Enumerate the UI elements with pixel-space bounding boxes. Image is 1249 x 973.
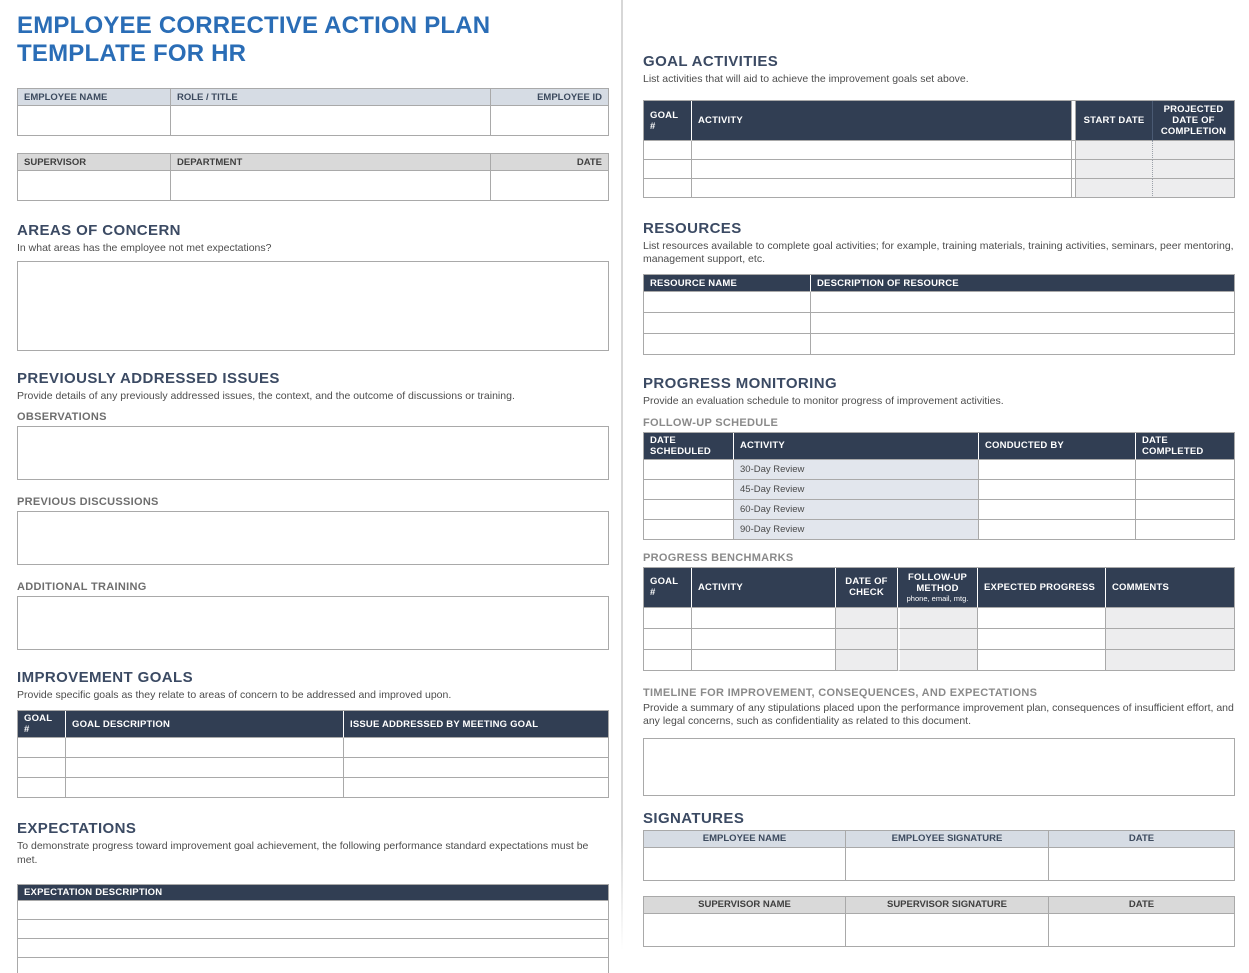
progress-benchmarks-table (643, 567, 1235, 671)
date-completed-cell[interactable] (1136, 460, 1235, 480)
previously-addressed-issues-description: Provide details of any previously addressed issues, the context, and the outcome of discussions or training. (17, 390, 515, 403)
date-of-check-cell[interactable] (836, 650, 898, 671)
goal-description-cell[interactable] (66, 738, 344, 758)
activity-cell[interactable] (692, 179, 1072, 198)
start-date-cell[interactable] (1076, 160, 1153, 179)
areas-of-concern-description: In what areas has the employee not met expectations? (17, 242, 272, 254)
progress-monitoring-description: Provide an evaluation schedule to monitor progress of improvement activities. (643, 395, 1004, 408)
conducted-by-cell[interactable] (979, 500, 1136, 520)
previous-discussions-label: PREVIOUS DISCUSSIONS (17, 496, 159, 509)
projected-completion-cell[interactable] (1153, 179, 1235, 198)
issue-addressed-header: ISSUE ADDRESSED BY MEETING GOAL (344, 711, 609, 738)
supervisor-name-cell[interactable] (644, 914, 846, 947)
date-of-check-cell[interactable] (836, 629, 898, 650)
date-header: DATE (1049, 897, 1235, 914)
follow-up-schedule-label: FOLLOW-UP SCHEDULE (643, 416, 779, 429)
date-completed-cell[interactable] (1136, 520, 1235, 540)
resource-description-cell[interactable] (811, 313, 1235, 334)
expected-progress-cell[interactable] (978, 608, 1106, 629)
resource-name-cell[interactable] (644, 334, 811, 355)
improvement-goals-description: Provide specific goals as they relate to areas of concern to be addressed and improved upon. (17, 689, 452, 702)
supervisor-signature-cell[interactable] (846, 914, 1049, 947)
date-header: DATE (491, 154, 609, 171)
goal-number-cell[interactable] (18, 778, 66, 798)
additional-training-input[interactable] (17, 596, 609, 650)
observations-label: OBSERVATIONS (17, 411, 107, 424)
areas-of-concern-input[interactable] (17, 261, 609, 351)
goal-description-cell[interactable] (66, 758, 344, 778)
resource-description-cell[interactable] (811, 292, 1235, 313)
progress-benchmarks-label: PROGRESS BENCHMARKS (643, 551, 794, 564)
improvement-goals-table (17, 710, 609, 798)
resources-description: List resources available to complete goal activities; for example, training materials, training activities, seminars, peer mentoring, management support, etc. (643, 240, 1234, 266)
date-scheduled-header: DATE SCHEDULED (644, 433, 734, 460)
timeline-heading: TIMELINE FOR IMPROVEMENT, CONSEQUENCES, AND EXPECTATIONS (643, 686, 1038, 699)
review-activity-label: 90-Day Review (734, 520, 979, 540)
improvement-goals-heading: IMPROVEMENT GOALS (17, 669, 193, 687)
date-of-check-cell[interactable] (836, 608, 898, 629)
employee-name-cell[interactable] (644, 848, 846, 881)
goal-number-cell[interactable] (18, 738, 66, 758)
conducted-by-cell[interactable] (979, 520, 1136, 540)
employee-signature-table (643, 830, 1235, 881)
expectations-heading: EXPECTATIONS (17, 820, 137, 838)
timeline-description: Provide a summary of any stipulations placed upon the performance improvement plan, consequences of insufficient effort, and any legal concerns, such as confidentiality as related to this document. (643, 701, 1234, 727)
resources-table (643, 274, 1235, 355)
employee-name-header: EMPLOYEE NAME (18, 89, 171, 106)
previous-discussions-input[interactable] (17, 511, 609, 565)
goal-number-header: GOAL # (18, 711, 66, 738)
review-activity-label: 45-Day Review (734, 480, 979, 500)
activity-cell[interactable] (692, 160, 1072, 179)
goal-number-cell[interactable] (644, 629, 692, 650)
supervisor-header: SUPERVISOR (18, 154, 171, 171)
employee-name-cell[interactable] (18, 106, 171, 136)
activity-cell[interactable] (692, 608, 836, 629)
activity-header: ACTIVITY (734, 433, 979, 460)
expectation-description-cell[interactable] (18, 920, 609, 939)
department-header: DEPARTMENT (171, 154, 491, 171)
right-column (643, 0, 1235, 947)
column-divider (621, 0, 623, 950)
date-scheduled-cell[interactable] (644, 480, 734, 500)
expectations-description: To demonstrate progress toward improvement goal achievement, the following performance standard expectations must be met. (17, 840, 589, 866)
review-activity-label: 60-Day Review (734, 500, 979, 520)
date-cell[interactable] (1049, 848, 1235, 881)
expectation-description-cell[interactable] (18, 958, 609, 973)
activity-cell[interactable] (692, 141, 1072, 160)
activity-cell[interactable] (692, 650, 836, 671)
goal-description-header: GOAL DESCRIPTION (66, 711, 344, 738)
date-of-check-header: DATE OF CHECK (836, 568, 898, 608)
employee-signature-header: EMPLOYEE SIGNATURE (846, 831, 1049, 848)
conducted-by-header: CONDUCTED BY (979, 433, 1136, 460)
goal-activities-heading: GOAL ACTIVITIES (643, 53, 779, 70)
date-cell[interactable] (1049, 914, 1235, 947)
expectation-description-cell[interactable] (18, 901, 609, 920)
goal-number-cell[interactable] (644, 650, 692, 671)
goal-number-cell[interactable] (644, 160, 692, 179)
expectations-table (17, 884, 609, 973)
follow-up-method-note: phone, email, mtg. (906, 593, 969, 603)
issue-addressed-cell[interactable] (344, 738, 609, 758)
supervisor-info-table (17, 153, 609, 201)
employee-signature-cell[interactable] (846, 848, 1049, 881)
resource-name-cell[interactable] (644, 313, 811, 334)
date-completed-header: DATE COMPLETED (1136, 433, 1235, 460)
issue-addressed-cell[interactable] (344, 758, 609, 778)
follow-up-method-cell[interactable] (898, 650, 978, 671)
start-date-header: START DATE (1076, 101, 1153, 141)
date-scheduled-cell[interactable] (644, 460, 734, 480)
supervisor-signature-header: SUPERVISOR SIGNATURE (846, 897, 1049, 914)
comments-header: COMMENTS (1106, 568, 1235, 608)
signatures-heading: SIGNATURES (643, 809, 745, 827)
supervisor-signature-table (643, 896, 1235, 947)
issue-addressed-cell[interactable] (344, 778, 609, 798)
start-date-cell[interactable] (1076, 179, 1153, 198)
additional-training-label: ADDITIONAL TRAINING (17, 581, 147, 594)
goal-number-cell[interactable] (644, 141, 692, 160)
date-completed-cell[interactable] (1136, 480, 1235, 500)
follow-up-method-label: FOLLOW-UP METHOD (907, 571, 968, 594)
areas-of-concern-heading: AREAS OF CONCERN (17, 222, 181, 239)
page-title: EMPLOYEE CORRECTIVE ACTION PLAN TEMPLATE FOR HR (17, 12, 491, 67)
employee-id-header: EMPLOYEE ID (491, 89, 609, 106)
follow-up-schedule-table (643, 432, 1235, 540)
date-scheduled-cell[interactable] (644, 520, 734, 540)
activity-header: ACTIVITY (692, 101, 1072, 141)
supervisor-cell[interactable] (18, 171, 171, 201)
conducted-by-cell[interactable] (979, 480, 1136, 500)
supervisor-name-header: SUPERVISOR NAME (644, 897, 846, 914)
observations-input[interactable] (17, 426, 609, 480)
date-cell[interactable] (491, 171, 609, 201)
role-title-cell[interactable] (171, 106, 491, 136)
date-scheduled-cell[interactable] (644, 500, 734, 520)
projected-completion-cell[interactable] (1153, 141, 1235, 160)
expected-progress-cell[interactable] (978, 629, 1106, 650)
follow-up-method-cell[interactable] (898, 629, 978, 650)
goal-activities-table (643, 100, 1235, 198)
employee-name-header: EMPLOYEE NAME (644, 831, 846, 848)
previously-addressed-issues-heading: PREVIOUSLY ADDRESSED ISSUES (17, 370, 280, 388)
goal-number-cell[interactable] (644, 179, 692, 198)
follow-up-method-header (898, 568, 978, 608)
activity-header: ACTIVITY (692, 568, 836, 608)
expected-progress-header: EXPECTED PROGRESS (978, 568, 1106, 608)
goal-number-header: GOAL # (644, 568, 692, 608)
comments-cell[interactable] (1106, 629, 1235, 650)
timeline-input[interactable] (643, 738, 1235, 796)
goal-number-header: GOAL # (644, 101, 692, 141)
start-date-cell[interactable] (1076, 141, 1153, 160)
goal-number-cell[interactable] (644, 608, 692, 629)
goal-number-cell[interactable] (18, 758, 66, 778)
expected-progress-cell[interactable] (978, 650, 1106, 671)
resource-name-header: RESOURCE NAME (644, 275, 811, 292)
expectation-description-header: EXPECTATION DESCRIPTION (18, 885, 609, 901)
role-title-header: ROLE / TITLE (171, 89, 491, 106)
conducted-by-cell[interactable] (979, 460, 1136, 480)
department-cell[interactable] (171, 171, 491, 201)
comments-cell[interactable] (1106, 650, 1235, 671)
goal-description-cell[interactable] (66, 778, 344, 798)
employee-id-cell[interactable] (491, 106, 609, 136)
projected-completion-cell[interactable] (1153, 160, 1235, 179)
expectation-description-cell[interactable] (18, 939, 609, 958)
left-column (17, 0, 609, 973)
review-activity-label: 30-Day Review (734, 460, 979, 480)
projected-completion-header: PROJECTED DATE OF COMPLETION (1153, 101, 1235, 141)
activity-cell[interactable] (692, 629, 836, 650)
goal-activities-description: List activities that will aid to achieve the improvement goals set above. (643, 73, 969, 85)
follow-up-method-cell[interactable] (898, 608, 978, 629)
resource-description-header: DESCRIPTION OF RESOURCE (811, 275, 1235, 292)
date-completed-cell[interactable] (1136, 500, 1235, 520)
resource-description-cell[interactable] (811, 334, 1235, 355)
employee-info-table (17, 88, 609, 136)
resources-heading: RESOURCES (643, 220, 742, 238)
progress-monitoring-heading: PROGRESS MONITORING (643, 375, 838, 393)
date-header: DATE (1049, 831, 1235, 848)
comments-cell[interactable] (1106, 608, 1235, 629)
resource-name-cell[interactable] (644, 292, 811, 313)
